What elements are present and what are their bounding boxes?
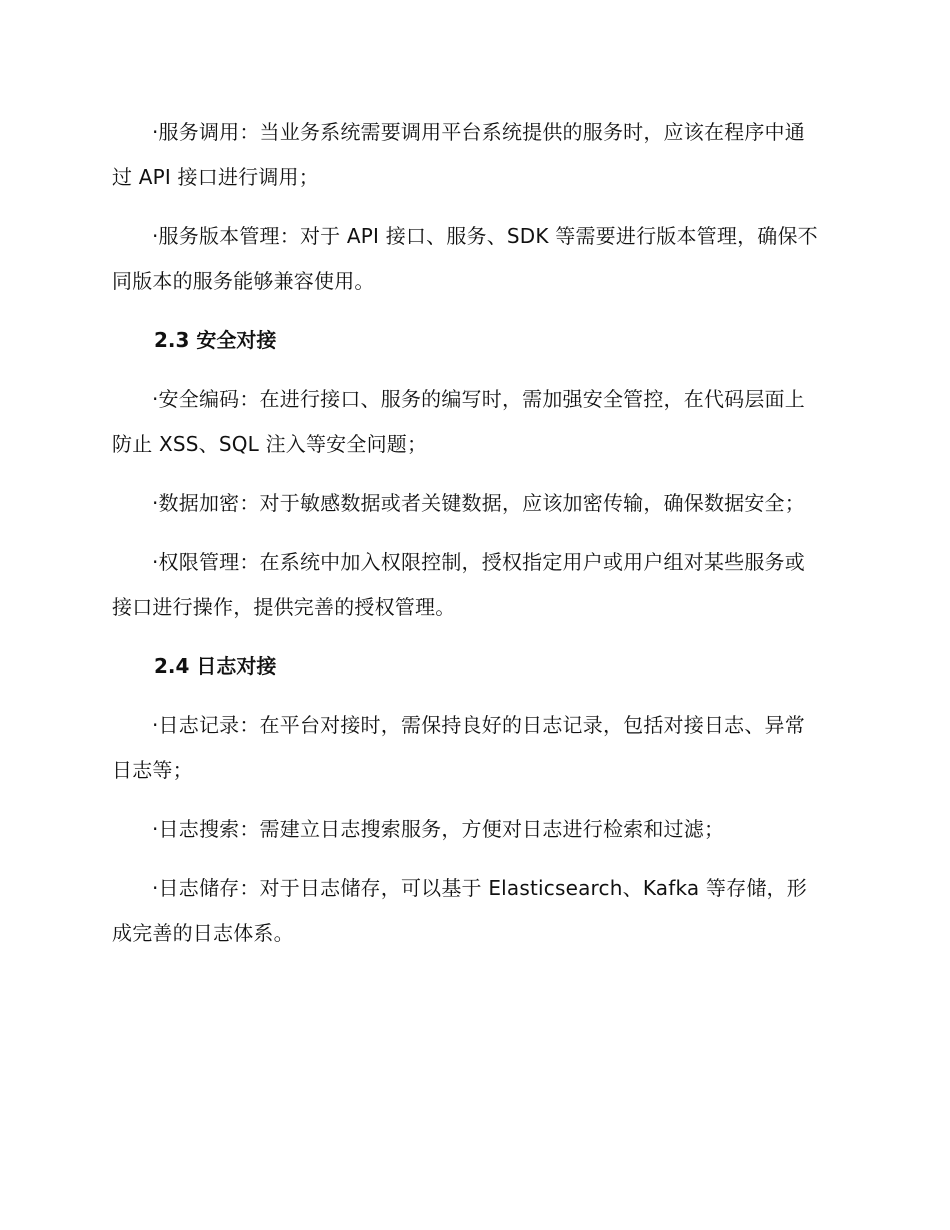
section-heading-logging: 2.4 日志对接 (154, 654, 277, 678)
section-heading-security: 2.3 安全对接 (154, 328, 277, 352)
paragraph-log-storage: ·日志储存：对于日志储存，可以基于 Elasticsearch、Kafka 等存储，形成完善的日志体系。 (112, 876, 807, 945)
paragraph-log-recording: ·日志记录：在平台对接时，需保持良好的日志记录，包括对接日志、异常日志等； (112, 713, 805, 782)
paragraph-secure-coding: ·安全编码：在进行接口、服务的编写时，需加强安全管控，在代码层面上防止 XSS、SQL 注入等安全问题； (112, 387, 805, 456)
paragraph-service-version: ·服务版本管理：对于 API 接口、服务、SDK 等需要进行版本管理，确保不同版本的服务能够兼容使用。 (112, 224, 818, 293)
paragraph-log-search: ·日志搜索：需建立日志搜索服务，方便对日志进行检索和过滤； (152, 817, 725, 841)
paragraph-permission-management: ·权限管理：在系统中加入权限控制，授权指定用户或用户组对某些服务或接口进行操作，提供完善的授权管理。 (112, 550, 805, 619)
paragraph-service-call: ·服务调用：当业务系统需要调用平台系统提供的服务时，应该在程序中通过 API 接口进行调用； (112, 120, 805, 189)
paragraph-data-encryption: ·数据加密：对于敏感数据或者关键数据，应该加密传输，确保数据安全； (152, 491, 805, 515)
